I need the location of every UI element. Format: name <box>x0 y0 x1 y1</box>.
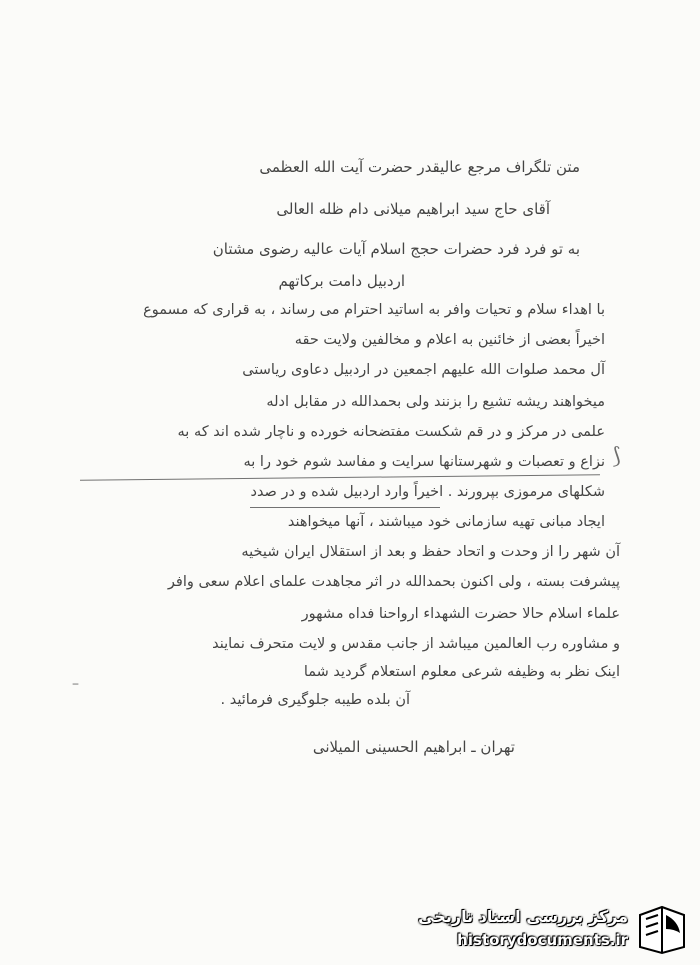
body-line-11: علماء اسلام حالا حضرت الشهداء ارواحنا فداه مشهور <box>301 606 620 622</box>
body-line-13: اینک نظر به وظیفه شرعی معلوم استعلام گردید شما <box>303 664 620 680</box>
body-line-12: و مشاوره رب العالمین میباشد از جانب مقدس و لایت متحرف نمایند <box>212 636 620 652</box>
body-line-6: نزاع و تعصبات و شهرستانها سرایت و مفاسد شوم خود را به <box>243 454 605 470</box>
watermark <box>394 899 694 959</box>
body-line-10: پیشرفت بسته ، ولی اکنون بحمدالله در اثر مجاهدت علمای اعلام سعی وافر <box>167 574 620 590</box>
body-line-1: با اهداء سلام و تحیات وافر به اساتید احترام می رساند ، به قراری که مسموع <box>143 302 605 318</box>
body-line-5: علمی در مرکز و در قم شکست مفتضحانه خورده و ناچار شده اند که به <box>177 424 605 440</box>
watermark-org-name: مرکز بررسی اسناد تاریخی <box>418 907 628 926</box>
margin-bracket-mark: ⟆ <box>612 444 621 469</box>
heading-line-3: به تو فرد فرد حضرات حجج اسلام آیات عالیه رضوی مشتان <box>212 240 580 258</box>
body-line-4: میخواهند ریشه تشیع را بزنند ولی بحمدالله در مقابل ادله <box>266 394 605 410</box>
body-line-2: اخیراً بعضی از خائنین به اعلام و مخالفین ولایت حقه <box>294 332 605 348</box>
margin-dash-mark: – <box>72 676 79 692</box>
body-line-7: شکلهای مرموزی بپرورند . اخیراً وارد اردبیل شده و در صدد <box>250 484 605 500</box>
book-logo-icon <box>634 903 690 955</box>
heading-line-2: آقای حاج سید ابراهیم میلانی دام ظله العالی <box>276 200 550 218</box>
body-line-14: آن بلده طیبه جلوگیری فرمائید . <box>220 692 410 708</box>
body-line-9: آن شهر را از وحدت و اتحاد حفظ و بعد از استقلال ایران شیخیه <box>241 544 620 560</box>
signature-line: تهران ـ ابراهیم الحسینی المیلانی <box>312 738 515 756</box>
heading-line-1: متن تلگراف مرجع عالیقدر حضرت آیت الله العظمی <box>259 158 580 176</box>
watermark-website: historydocuments.ir <box>457 931 628 949</box>
heading-line-4: اردبیل دامت برکاتهم <box>278 272 405 290</box>
body-line-3: آل محمد صلوات الله علیهم اجمعین در اردبیل دعاوی ریاستی <box>242 362 605 378</box>
body-line-8: ایجاد مبانی تهیه سازمانی خود میباشند ، آنها میخواهند <box>287 514 605 530</box>
underline-mark <box>250 507 440 508</box>
underline-mark <box>80 474 600 480</box>
